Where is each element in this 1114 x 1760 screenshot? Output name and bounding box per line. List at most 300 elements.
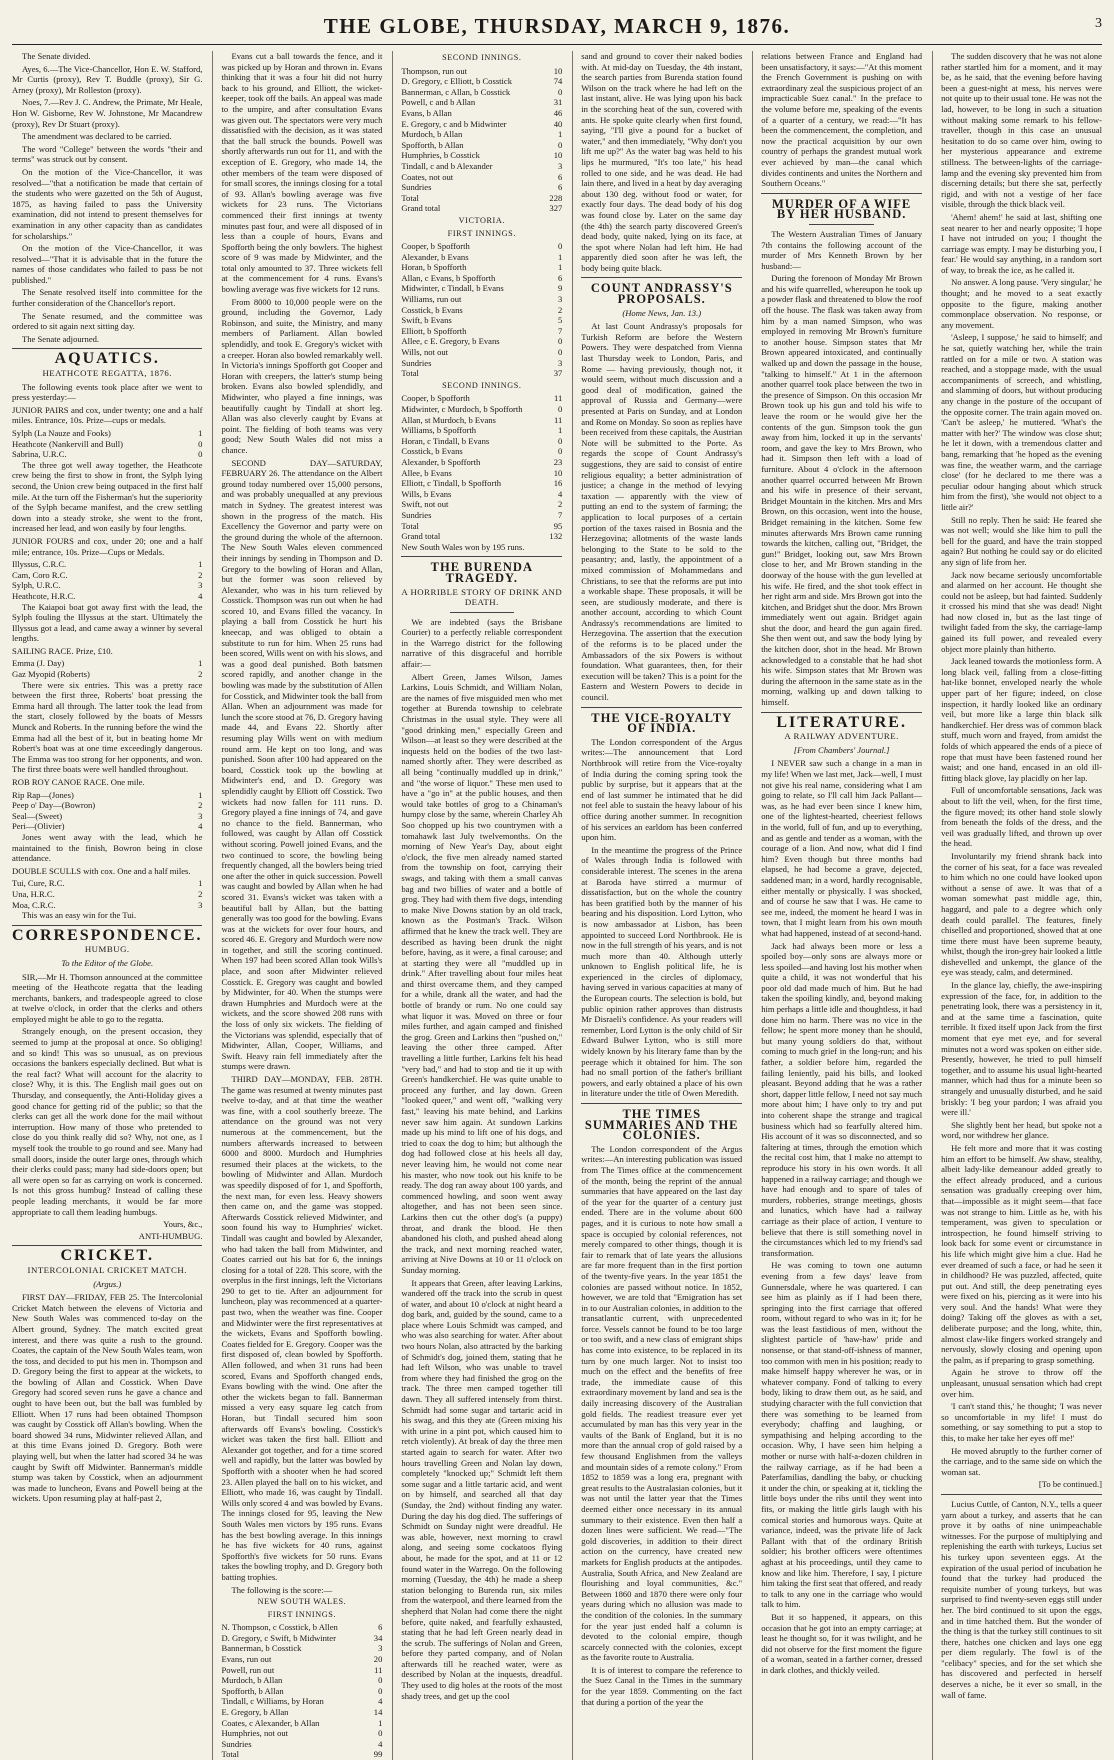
scorecard-row — [221, 1718, 382, 1729]
scorecard-row — [401, 108, 562, 119]
scorecard-row — [401, 305, 562, 316]
scorecard — [401, 66, 562, 193]
andrassy-heading: COUNT ANDRASSY'S PROPOSALS. — [590, 281, 733, 307]
scorecard-row — [401, 446, 562, 457]
scorecard-row — [401, 283, 562, 294]
placing: 4 — [198, 590, 203, 601]
placing: 2 — [198, 888, 203, 899]
scorecard-row — [401, 489, 562, 500]
literature-heading: LITERATURE. — [776, 713, 907, 731]
scorecard — [401, 393, 562, 520]
entrant: Rip Rap—(Jones) — [12, 789, 74, 800]
runs: 6 — [557, 272, 563, 283]
runs: 2 — [557, 499, 563, 510]
race-result-row — [12, 821, 202, 832]
paragraph: Jack leaned towards the motionless form. A long black veil, falling from a close-fitting hat-like bonnet, enveloped nearly the whole upper part of her figure; indeed, on close inspection, it hardly looked like an ordinary veil, but more like a large thin black silk handkerchief. Her dress was of common black stuff, much worn and frayed, from amidst the folds of which appeared the ends of a piece of rope that must have been fastened round her waist; and one hand, encased in an old ill-fitting black glove, lay placidly on her lap. — [941, 656, 1102, 783]
batsman: Powell, c and b Allan — [401, 97, 476, 108]
batsman: Williams, b Spofforth — [401, 425, 477, 436]
scorecard-row — [401, 336, 562, 347]
paragraph: We are indebted (says the Brisbane Courier) to a perfectly reliable correspondent in the Warrego district for the following narrative of this disgraceful and horrible affair:— — [401, 616, 563, 670]
scorecard-row — [401, 436, 562, 447]
batsman: Swift, not out — [401, 499, 449, 510]
race-report: The three got well away together, the Heathcote crew being the first to show in front, the Sylph lying second, the Union crew being outpaced in the first half mile. At the turn off the Fisherman's hut the superiority of the Sylph became manifest, and the crew settling down into a steady stroke, she went to the front, increased her lead, and won easily by four lengths. — [12, 459, 203, 534]
aquatics-intro: The following events took place after we went to press yesterday:— — [12, 381, 203, 403]
placing: 2 — [198, 669, 203, 680]
batsman: Cooper, b Spofforth — [401, 241, 470, 252]
paragraph: The Senate adjourned. — [22, 333, 100, 344]
batsman: Wills, not out — [401, 347, 449, 358]
column-3 — [392, 51, 562, 1760]
story-source: [From Chambers' Journal.] — [793, 744, 890, 755]
race-result-row — [12, 428, 202, 439]
race-title: SAILING RACE. Prize, £10. — [12, 645, 113, 656]
runs: 6 — [557, 171, 563, 182]
entrant: Gaz Myopid (Roberts) — [12, 669, 90, 680]
placing: 1 — [198, 658, 203, 669]
scorecard-row — [401, 415, 562, 426]
runs: 7 — [557, 325, 563, 336]
scorecard-row — [221, 1643, 382, 1654]
runs: 23 — [553, 456, 563, 467]
paragraph: The following is the score:— — [231, 1584, 333, 1595]
runs: 1 — [557, 262, 563, 273]
race-result-row — [12, 449, 202, 460]
race-title: DOUBLE SCULLS with cox. One and a half miles. — [12, 865, 191, 876]
runs: 0 — [557, 435, 563, 446]
paragraph: Jack now became seriously uncomfortable and alarmed on her account. He thought she could not be asleep, but had fainted. Suddenly it crossed his mind that she was dead! Night had now closed in, but as the last tinge of twilight faded from the sky, the carriage-lamp gained its full power, and revealed every object more plainly than hitherto. — [941, 569, 1102, 654]
batsman: Horan, c Tindall, b Evans — [401, 435, 490, 446]
paragraph: At last Count Andrassy's proposals for Turkish Reform are before the Western Powers. They were despatched from Vienna last Thursday week to London, Paris, and Rome — having previously, though not, it would seem, without much discussion and a good deal of modification, gained the approval of Russia and Germany—were presented at Paris on Sunday, and at London and Rome on Monday. So soon as replies have been received from these capitals, the Austrian Note will be submitted to the Porte. As regards the scope of Count Andrassy's suggestions, they are said to consist of entire religious equality; a better administration of justice; a change in the method of levying taxation — apparently with the view of putting an end to the system of farming; the application to local purposes of a certain portion of the taxes raised in Bosnia and the Herzegovina; allotments of the waste lands belonging to the State to be sold to the peasantry; and, lastly, the appointment of a mixed commission of Mohammedans and Christians, to see that the reforms are put into a workable shape. These proposals, it will be seen, are studiously moderate, and there is another account, according to which Count Andrassy's recommendations are limited to Herzegovina. The assertion that the execution of the reforms is to be placed under the Ambassadors of the six Powers is without foundation. What guarantees, then, for their execution will be taken? This is a point for the Eastern and Western Powers to decide in council. — [581, 321, 743, 703]
placing: 1 — [198, 428, 203, 438]
paragraph: Full of uncomfortable sensations, Jack was about to lift the veil, when, for the first time, the figure moved; its other hand stole slowly from beneath the folds of the dress, and the veil was gradually lifted, and thrown up over the head. — [941, 785, 1102, 849]
batsman: Cosstick, b Evans — [401, 446, 463, 457]
paragraph: SIR,—Mr H. Thomson announced at the committee meeting of the Heathcote regatta that the leading merchants, bankers, and tradespeople agreed to close at twelve o'clock, in order that the clerks and others employed might be able to go to the regatta. — [12, 971, 203, 1024]
runs: 14 — [373, 1707, 383, 1718]
runs: 1 — [378, 1717, 383, 1728]
letter-closing: Yours, &c., — [163, 1219, 203, 1230]
masthead — [12, 10, 1102, 45]
to-be-continued: [To be continued.] — [1038, 1479, 1102, 1490]
paragraph: The Senate resumed, and the committee was ordered to sit again next sitting day. — [12, 310, 203, 332]
runs: 6 — [557, 182, 563, 193]
aquatics-heading: AQUATICS. — [54, 350, 160, 368]
batsman: Alexander, b Spofforth — [401, 456, 481, 467]
batsman: Coates, c Alexander, b Allan — [221, 1717, 320, 1728]
paragraph: But it so happened, it appears, on this occasion that he got into an empty carriage; at least he thought so, for it was twilight, and he did not observe for the first moment the figure of a woman, seated in a farther corner, dressed in dark clothes, and thickly veiled. — [761, 1611, 923, 1675]
batsman: Coates, not out — [401, 171, 454, 182]
entrant: Peri—(Olivier) — [12, 821, 65, 832]
runs: 1 — [557, 129, 563, 140]
times-summaries-article — [581, 1144, 742, 1707]
batsman: Elliott, b Spofforth — [401, 325, 467, 336]
batsman: Allee, c E. Gregory, b Evans — [401, 336, 500, 347]
paragraph: I NEVER saw such a change in a man in my life! When we last met, Jack—well, I must not give his real name, considering what I am going to relate, so I'll call him Jack Pallant—was, as he had ever been since I knew him, one of the lightest-hearted, cheeriest fellows in the world, full of fun, and up to everything, and as gentle and tender as a woman, with the courage of a lion. And now, what did I find him? Even though but three months had elapsed, he had become a grave, dejected, saddened man; in a word, hardly recognisable, either mentally or physically. I was shocked, and of course he saw that I was. He came to see me, indeed, the moment he heard I was in town, that I might learn from his own mouth what had happened, instead of at second-hand. — [761, 758, 923, 938]
viceroyalty-article — [581, 737, 742, 1099]
scorecard-row — [401, 510, 562, 521]
scorecard-row — [401, 262, 562, 273]
paragraph: Noes, 7.—Rev J. C. Andrew, the Primate, Mr Heale, Hon W. Gisborne, Rev W. Johnstone, Mr Macandrew (proxy), Rev Dr Stuart (proxy). — [12, 97, 203, 129]
paragraph: The Western Australian Times of January 7th contains the following account of the murder of Mrs Kenneth Brown by her husband:— — [761, 228, 923, 271]
batsman: Evans, run out — [221, 1654, 272, 1665]
aquatics-subheading: HEATHCOTE REGATTA, 1876. — [42, 368, 173, 379]
scorecard-row — [221, 1728, 382, 1739]
placing: 2 — [198, 569, 203, 580]
scorecard-row — [221, 1654, 382, 1665]
correspondence-subheading: HUMBUG. — [84, 944, 130, 955]
placing: 1 — [198, 789, 203, 800]
placing: 1 — [198, 878, 203, 889]
paragraph: He was coming to town one autumn evening from a few days' leave from Gunnersdale, where he was quartered. I can see him as plainly as if I had been there, springing into the first carriage that offered room, without regard to who was in it; for he was the least fastidious of men, without the slightest particle of 'haw-haw' pride and nonsense, or that stand-off-ishness of manner, too common with men in his position; ready to make himself happy wherever he was, or in whatever company. Fond of talking to every body, liking to draw them out, as he said, and studying character with the full conviction that there was something to be learned from everybody; chaffing and laughing, or sympathising and helping according to the occasion. Why, I have seen him helping a mother or nurse with half-a-dozen children in the railway carriage, as if he had been a Paterfamilias, dandling the baby, or chucking it under the chin, or speaking at it, tickling the little boys under the ribs until they went into fits, or making the little girls laugh with his comical stories and humorous ways. Quite at variance, indeed, was the private life of Jack Pallant with that of the ordinary British soldier; his brother officers were oftentimes aghast at his proceedings, until they came to know and like him. Therefore, I say, I picture him taking the first seat that offered, and ready to talk to any one in the carriage who would talk to him. — [761, 1260, 923, 1610]
paragraph: The Senate resolved itself into committee for the further consideration of the Chancellor's report. — [12, 287, 203, 309]
placing: 1 — [198, 559, 203, 570]
batsman: Swift, b Evans — [401, 315, 452, 326]
letter-signature: ANTI-HUMBUG. — [138, 1230, 203, 1241]
race-report: There were six entries. This was a pretty race between the first three, Roberts' boat pressing the Emma hard all through. The latter took the lead from the start, closely followed by the boats of Messrs Munck and Roberts. In the running before the wind the Emma had all the best of it, but in beating home Mr Robert's boat was at one time exceedingly dangerous. The Emma was too strong for her opponents, and won. The first three boats were well handled throughout. — [12, 679, 203, 775]
scorecard-row — [401, 66, 562, 77]
race-title: JUNIOR PAIRS and cox, under twenty; one and a half miles. Entrance, 10s. Prize—cups or medals. — [12, 404, 203, 426]
scorecard-row — [401, 294, 562, 305]
scorecard-innings: FIRST INNINGS. — [447, 228, 516, 238]
paragraph: It appears that Green, after leaving Larkins, wandered off the track into the scrub in quest of water, and about 10 o'clock at night heard a dog bark, and, guided by the sound, came to a place where Louis Schmidt was camped, and who was also searching for water. After about two hours Nolan, also attracted by the barking of Schmidt's dog, joined them, stating that he had left Wilson, who was unable to travel from where they had finished the grog on the track. The three men camped together till dawn. They all suffered intensely from thirst. Schmidt had some sugar and tartaric acid in his swag, and this they ate (Green mixing his with urine in a pint pot, which caused him to retch violently). At break of day the three men started again to search for water. After two hours travelling Green and Nolan lay down, completely "knocked up;" Schmidt left them some sugar and a little tartaric acid, and went on by himself, and searched all that day (Sunday, the 2nd) without finding any water. During the day his dog died. The sufferings of Schmidt on Sunday night were dreadful. He was able, however, next morning to crawl along, and seeing some cockatoos flying about, he made for the spot, and at 11 or 12 found water in the Warrego. On the following morning (Tuesday, the 4th) he made a sheep station belonging to Burenda run, six miles from the waterpool, and there learned from the shepherd that Nolan had come there the night before, quite naked, and fearfully exhausted, stating that he had left Green nearly dead in the scrub. The sufferings of Nolan and Green, before they parted company, and of Nolan afterwards till he reached water, were as described by Nolan at the inquests, dreadful. They used to dig holes at the roots of the most shady trees, and get up the cool — [401, 1277, 563, 1701]
scorecard-row — [401, 478, 562, 489]
column-1 — [12, 51, 202, 1760]
scorecard-row — [401, 119, 562, 130]
placing: 3 — [198, 899, 203, 910]
scorecard-row — [401, 404, 562, 415]
cricket-subheading: INTERCOLONIAL CRICKET MATCH. — [27, 1264, 187, 1275]
batsman: Sundries — [401, 357, 432, 368]
runs: 3 — [557, 160, 563, 171]
runs: 0 — [557, 336, 563, 347]
runs: 5 — [557, 315, 563, 326]
entrant: Heathcote (Nankervill and Bull) — [12, 438, 123, 449]
runs: 0 — [378, 1685, 383, 1696]
entrant: Cam, Coro R.C. — [12, 569, 68, 580]
scorecard-row — [221, 1707, 382, 1718]
burenda-article — [401, 617, 562, 1702]
batsman: Midwinter, c Murdoch, b Spofforth — [401, 404, 523, 414]
paragraph: He felt more and more that it was costing him an effort to be himself. Aw shaw, stealthy, albeit lady-like demeanour added greatly to the effect already produced, and a curious sensation was gradually creeping over him, that—impossible as it might seem—that face was not strange to him. Little as he, with his temperament, was given to speculation or introspection, he found himself striving to look back for some event or circumstance in his life which might give him a clue. Had he ever dreamed of such a face, or had he seen it in childhood? He was puzzled, affected, quite put out. And still, the deep penetrating eyes were fixed on his, piercing as it were into his very soul. And the hands! What were they doing? Taking off the gloves as with a set, deliberate purpose; and the long, white, thin, almost claw-like fingers worked strangely and nervously, slowly closing and opening upon the palm, as if preparing to grasp something. — [941, 1142, 1102, 1365]
batsman: Horan, b Spofforth — [401, 262, 467, 273]
batsman: Powell, run out — [221, 1664, 275, 1675]
race-report: The Kaiapoi boat got away first with the lead, the Sylph fouling the Illyssus at the start. Ultimately the Illyssus got a lead, and came away a winner by several lengths. — [12, 601, 203, 644]
batsman: Tindall, c Williams, by Horan — [221, 1696, 324, 1707]
runs: 0 — [378, 1675, 383, 1686]
scorecard-row — [401, 358, 562, 369]
scorecard-innings: SECOND INNINGS. — [442, 53, 522, 62]
cricket-source: (Argus.) — [93, 1278, 122, 1289]
runs: 0 — [557, 139, 563, 150]
paragraph: THIRD DAY—MONDAY, FEB. 28TH. The game was resumed at twenty minutes past twelve to-day, and at that time the weather was fine, with a cool southerly breeze. The attendance on the ground was not very numerous at the commencement, but the numbers afterwards increased to between 6000 and 8000. Murdoch and Humphries resumed their places at the wickets, to the bowling of Midwinter and Allan. Murdoch was speedily disposed of for 1, and Spofforth, the next man, for even less. Heavy showers then came on, and the game was stopped. Afterwards Cosstick relieved Midwinter, and soon found his way to Humphries' wicket. Tindall was caught and bowled by Alexander, who had taken the ball from Midwinter, and Coates carried out his bat for 6, the innings closing for a total of 228. This score, with the overplus in the first innings, left the Victorians 290 to get to tie. After an adjournment for luncheon, play was recommenced at a quarter-past two, when the weather was fine. Cooper and Midwinter were the first representatives at the wickets, Evans and Spofforth bowling. Coates fielded for E. Gregory. Cooper was the first disposed of, clean bowled by Spofforth. Allen followed, and when 31 runs had been scored, Evans and Spofforth changed ends, Evans bowling with the wind. One after the other the wickets began to fall. Bannerman missed a very easy square leg catch from Horan, but Tindall secured him soon afterwards off Evans's bowling. Cosstick's wicket was taken the first ball. Elliott and Alexander got together, and for a time scored well and rapidly, but the latter was bowled by Spofforth with a shooter when he had scored 23. Allen played the ball on to his wicket, and Elliott, who made 16, was caught by Tindall. Wills only scored 4 and was bowled by Evans. The innings closed for 95, leaving the New South Wales men victors by 195 runs. Evans has the best bowling average. In this innings he has five wickets for 40 runs, against Spofforth's five wickets for 50 runs. Evans takes the bowling trophy, and D. Gregory both batting trophies. — [221, 1074, 383, 1582]
scorecard-row — [401, 499, 562, 510]
runs: 0 — [557, 347, 563, 358]
entrant: Seal—(Sweet) — [12, 810, 63, 821]
race-results — [12, 878, 202, 910]
entrant: Emma (J. Day) — [12, 658, 65, 669]
runs: 74 — [553, 76, 563, 87]
batsman: Bannerman, c Allan, b Cosstick — [401, 86, 511, 97]
cricket-report: FIRST DAY—FRIDAY, FEB 25. The Intercolonial Cricket Match between the elevens of Victoria and New South Wales was commenced to-day on the Albert ground, Sydney. The match excited great interest, and there was quite a rush to the ground. Coates, the captain of the New South Wales team, won the toss, and decided to put his men in. Thompson and D. Gregory being the first to appear at the wickets, to the bowling of Allan and Cosstick. When Dave Gregory had scored seven runs he gave a chance and ought to have been out, but the ball was fumbled by Elliott. When 17 runs had been obtained Thompson was caught by Cosstick off Allan's bowling. When the board showed 34 runs, Midwinter relieved Allan, and at this time Evans joined D. Gregory. Both were playing well, but when the latter had scored 34 he was caught by Swift off Midwinter. Bannerman's middle stump was taken by Cosstick, when an adjournment was made to luncheon, Evans and Powell being at the wickets. Upon resuming play at half-past 2, — [12, 1292, 203, 1504]
story-title: A RAILWAY ADVENTURE. — [784, 731, 899, 742]
turkey-article: Lucius Cuttle, of Canton, N.Y., tells a queer yarn about a turkey, and asserts that he can prove it by oaths of nine unimpeachable witnesses. For the purpose of multiplying and replenishing the earth with turkeys, Lucius set his turkey upon seventeen eggs. At the expiration of the usual period of incubation he found that the turkey had produced the requisite number of young turkeys, but was surprised to find twenty-seven eggs still under her. The bird continued to sit upon the eggs, and in time hatched them. But the wonder of the thing is that the turkey still continues to sit there, hatches one chicken and lays one egg per diem regularly. The fowl is of the "celibacy" species, and for the set which she has discovered and perfected in herself deserves a niche, be it ever so small, in the wall of fame. — [941, 1498, 1102, 1700]
batsman: Alexander, b Evans — [401, 251, 469, 262]
runs: 0 — [557, 241, 563, 252]
race-results — [12, 658, 202, 679]
batsman: Elliott, c Tindall, b Spofforth — [401, 478, 502, 489]
scorecard-row — [221, 1675, 382, 1686]
batsman: Midwinter, c Tindall, b Evans — [401, 283, 504, 294]
scorecard-row — [401, 241, 562, 252]
paragraph: 'Ahem! ahem!' he said at last, shifting one seat nearer to her and nearly opposite; 'I hope I have not intruded on you; I thought the carriage was empty. I may be disturbing you, I fear.' He would say anything, in a random sort of way, to break the ice, as he called it. — [941, 211, 1102, 275]
entrant: Peep o' Day—(Bowron) — [12, 800, 96, 811]
runs: 10 — [553, 150, 563, 161]
paragraph: No answer. A long pause. 'Very singular,' he thought; and he moved to a seat exactly opposite to the figure, making another commonplace observation. No response, or any movement. — [941, 277, 1102, 330]
runs: 0 — [378, 1728, 383, 1739]
paragraph: 'I can't stand this,' he thought; 'I was never so uncomfortable in my life! I must do something, or say something to put a stop to this, to make her take her eyes off me!' — [941, 1401, 1102, 1443]
race-result-row — [12, 658, 202, 669]
race-result-row — [12, 900, 202, 911]
runs: 3 — [557, 294, 563, 305]
burenda-heading: THE BURENDA TRAGEDY. — [430, 560, 533, 585]
paragraph: The Senate divided. — [22, 51, 91, 61]
race-result-row — [12, 591, 202, 602]
race-result-row — [12, 439, 202, 450]
race-title: JUNIOR FOURS and cox, under 20; one and a half mile; entrance, 10s. Prize—Cups or Medals. — [12, 535, 203, 557]
scorecard-row — [401, 161, 562, 172]
paragraph: 'Asleep, I suppose,' he said to himself; and he sat, quietly watching her, while the train rattled on for a mile or two. A station was reached, and a stoppage made, with the usual accompaniments of screech, and whistling, and slamming of doors, but without producing any change in the posture of the occupant of the opposite corner. The train again moved on. 'Can't be asleep,' he muttered. 'What's the matter with her?' The window was close shut; he let it down, with a tremendous clatter and bang, remarking that 'he hoped as the evening was fine, the weather warm, and the carriage close' (for he declared to me there was a peculiar odour hanging about which struck him from the first), 'she would not object to a little air?' — [941, 332, 1102, 512]
burenda-subheading: A HORRIBLE STORY OF DRINK AND DEATH. — [401, 586, 563, 608]
runs: 31 — [553, 97, 563, 108]
scorecard-row — [401, 150, 562, 161]
runs: 4 — [378, 1696, 383, 1707]
story-text — [761, 758, 922, 1675]
entrant: Una, H.R.C. — [12, 888, 55, 899]
paragraph: Jack had always been more or less a spoiled boy—only sons are always more or less spoiled—and having lost his mother when quite a child, it was not wonderful that his poor old dad made much of him. But he had taken the spoiling kindly, and, beyond making him perhaps a little idle and thoughtless, it had done him no harm. There was no vice in the fellow; he spent more money than he should, but many young soldiers do that, without coming to much grief in the long-run; and his father, a soldier before him, regarded the failing leniently, paid his bills, and looked pleasant. Beyond adding that he was a rather short, dapper little fellow, I need not say much more about him; I have only to try and put into coherent shape the strange and tragical business which had so fearfully altered him. His account of it was so disconnected, and so faltering at times, through the emotion which the recital cost him, that I make no attempt to reproduce his story in his own words. It all happened in a railway carriage; and though we have had enough and to spare of tales of murders, robberies, strange meetings, ghosts and lunatics, which have had a railway carriage as their place of action, I venture to believe that there is still something novel in the circumstances which led to my friend's sad transformation. — [761, 940, 923, 1258]
andrassy-source: (Home News, Jan. 13.) — [622, 307, 702, 318]
runs: 34 — [373, 1632, 383, 1643]
batsman: Murdoch, b Allan — [221, 1675, 283, 1686]
placing: 3 — [198, 580, 203, 591]
race-results — [12, 559, 202, 601]
runs: 0 — [557, 86, 563, 97]
paragraph: On the motion of the Vice-Chancellor, it was resolved—"that a notification be made that certain of the students who were gazetted on the 5th of August, 1875, as having failed to pass the University examination, did not intend to present themselves for examination in any other capacity than as candidates for scholarships." — [12, 166, 203, 241]
runs: 4 — [557, 488, 563, 499]
batsman: Bannerman, b Cosstick — [221, 1643, 302, 1654]
batsman: E. Gregory, b Allan — [221, 1707, 289, 1718]
batsman: Wills, b Evans — [401, 488, 452, 499]
scorecard-row — [401, 425, 562, 436]
paragraph: He moved abruptly to the further corner of the carriage, and to the same side on which the woman sat. — [941, 1445, 1102, 1477]
paragraph: The amendment was declared to be carried. — [22, 131, 172, 142]
paragraph: relations between France and England had been unsatisfactory, it says:—"At this moment the French Government is pushing on with extraordinary zeal the suspicious project of an impracticable Suez canal." In the preface to the volume before me, speaking of the events of a quarter of a century, we read:—"It has been the commencement, the completion, and now the practical acquisition by our own country of perhaps the grandest mutual work ever achieved by man—the canal which divides continents and unites the Northern and Southern Oceans." — [761, 51, 923, 189]
scorecard — [401, 241, 562, 368]
scorecard-total: Total 228 — [401, 192, 563, 203]
scorecard — [221, 1622, 382, 1749]
paragraph: It is of interest to compare the reference to the Suez Canal in the Times in the summary for the year 1859. Commenting on the fact that during a portion of the year the — [581, 1664, 743, 1707]
scorecard-row — [221, 1633, 382, 1644]
columns — [12, 51, 1102, 1760]
batsman: Williams, run out — [401, 294, 462, 305]
letter-salutation: To the Editor of the Globe. — [61, 957, 154, 968]
runs: 1 — [557, 251, 563, 262]
runs: 20 — [373, 1654, 383, 1665]
race-title: ROB ROY CANOE RACE. One mile. — [12, 777, 145, 787]
scorecard-team: NEW SOUTH WALES. — [257, 1597, 347, 1607]
scorecard-row — [401, 97, 562, 108]
runs: 46 — [553, 107, 563, 118]
placing: 4 — [198, 821, 203, 832]
entrant: Sylph, U.R.C. — [12, 580, 61, 591]
race-result-row — [12, 790, 202, 801]
runs: 0 — [557, 404, 563, 414]
batsman: E. Gregory, c and b Midwinter — [401, 118, 507, 129]
scorecard-row — [401, 347, 562, 358]
burenda-article-continued — [581, 51, 742, 273]
story-text-continued — [941, 51, 1102, 1477]
paragraph: Strangely enough, on the present occasion, they seemed to jump at the proposal at once. So obliging! and so kind! This was so unusual, as on previous occasions the bankers especially declined. But what is the real fact? What will account for the alacrity to close? Why, it is this. The English mail goes out on Thursday, and consequently, the Anti-Holiday gives a good chance for getting rid of the public; so that the clerks can get all the work done for the mail without interruption. How many of those who pretended to close do you think really did so? Why, not one, as I myself took the trouble to go round and see. Many had small doors, inside the outer large ones, through which their clerks could pass; many had side-doors open; but all were open so far as carrying on work is concerned. Is not this gross humbug? Instead of calling these people leading merchants, it would be far more appropriate to call them leading humbugs. — [12, 1026, 203, 1217]
paragraph: During the forenoon of Monday Mr Brown and his wife quarrelled, whereupon he took up a powder flask and threatened to blow the roof off the house. The flask was taken away from him by a man named Simpson, who was employed in removing Mr Brown's furniture to another house. Simpson states that Mr Brown appeared intoxicated, and continually walked up and down the passage in the house, "talking to himself." At 1 in the afternoon another quarrel took place between the two in the presence of Simpson. On this occasion Mr Brown took up his gun and told his wife to leave the room or he would give her the contents of the gun. Simpson took the gun away from him, locked it up in the servants' room, and gave the key to Mrs Brown, who had it. Simpson then left with a load of furniture. About 4 o'clock in the afternoon another quarrel occurred between Mr Brown and his wife in presence of their servant, Bridget Mountain in the kitchen. Mrs and Mrs Brown, on this occasion, went into the house, Bridget remaining in the kitchen. Some few minutes afterwards Mrs Brown came running towards the kitchen, calling out, "Bridget, the gun!" Bridget, looking out, saw Mrs Brown close to her, and Mr Brown standing in the doorway of the house with the gun levelled at his wife. He fired, and the shot took effect in her right arm and side. Mrs Brown got into the kitchen, and Bridget shut the door. Mrs Brown immediately went out again. Bridget again shut the door, and heard the gun again fired. She then went out, and saw the body lying by the kitchen door, shot in the head. Mr Brown acknowledged to a constable that he had shot his wife. Simpson states that Mr Brown was during the afternoon in the same state as in the morning, walking up and down talking to himself. — [761, 273, 923, 708]
paragraph: She slightly bent her head, but spoke not a word, nor withdrew her glance. — [941, 1119, 1102, 1141]
entrant: Illyssus, C.R.C. — [12, 559, 67, 570]
viceroyalty-heading: THE VICE-ROYALTY OF INDIA. — [591, 710, 733, 736]
andrassy-article — [581, 321, 742, 702]
runs: 4 — [378, 1738, 383, 1749]
scorecard-team: VICTORIA. — [458, 215, 506, 225]
batsman: Thompson, run out — [401, 65, 468, 76]
cricket-report-continued — [221, 51, 382, 1595]
council-report — [12, 51, 202, 344]
runs: 10 — [553, 65, 563, 76]
paragraph: The word "College" between the words "their and terms" was struck out by consent. — [12, 143, 203, 165]
batsman: Sundries — [221, 1738, 252, 1749]
scorecard-row — [401, 393, 562, 404]
batsman: Humphries, b Cosstick — [401, 150, 480, 161]
scorecard-row — [401, 140, 562, 151]
murder-heading: MURDER OF A WIFE BY HER HUSBAND. — [772, 196, 912, 222]
race-result-row — [12, 889, 202, 900]
entrant: Heathcote, H.R.C. — [12, 590, 76, 601]
column-5 — [752, 51, 922, 1760]
scorecard-innings: SECOND INNINGS. — [442, 380, 522, 390]
paragraph: Again he strove to throw off the unpleasant, unusual sensation which had crept over him. — [941, 1367, 1102, 1399]
runs: 11 — [554, 393, 563, 404]
placing: 0 — [198, 449, 203, 460]
paragraph: The London correspondent of the Argus writes:—An interesting publication was issued from The Times office at the commencement of the month, being the reprint of the annual summaries that have appeared on the last day of the year for the quarter of a century just ended. There are in the volume about 600 pages, and it is curious to note how small a space is occupied by colonial references, not merely compared to other things, though it is fair to remark that of late years the allusions are far more frequent than in the first portion of the twenty-five years. In the year 1851 the colonies are passed without notice. In 1852, however, we are told that "Emigration has set in to our Australian colonies, in addition to the transatlantic current, with unprecedented force. Vessels cannot be found to be too large or too swift, and a new class of emigrant ships has come into existence, to be replaced in its turn by one much larger. Not to insist too much on the effect and the benefits of free trade, the immediate cause of this extraordinary movement by land and sea is the daily increasing discovery of the Australian gold fields. The readiest treasure ever yet accumulated by man has this very year in the vaults of the Bank of England, but it is no more than the annual crop of gold raised by a few thousand Englishmen from the valleys and mountain sides of a remote colony." From 1852 to 1859 was a long era, pregnant with great results to the Australasian colonies, but it was not until the latter year that the Times deemed either once necessary in its annual summary to their existence. Even then half a dozen lines were sufficient. We read—"The gold discoveries, in addition to their direct action on the currency, have created new markets for English products at the antipodes. Australia, South Africa, and New Zealand are flourishing and loyal communities, &c." Between 1860 and 1870 there were only four years during which no allusion was made to the condition of the colonies. In the summary for the year just ended half a column is devoted to the colonial empire, though scarcely connected with the colonies, except as the favorite route to Australia. — [581, 1143, 743, 1663]
paragraph: In the meantime the progress of the Prince of Wales through India is followed with considerable interest. The scenes in the arena at Baroda have stirred a murmur of dissatisfaction, but on the whole the country has been gratified both by the manner of his bearing and his disposition. Lord Lytton, who is now ambassador at Lisbon, has been appointed to succeed Lord Northbrook. He is now in the full strength of his years, and is not much more than 40. Although utterly unknown to English political life, he is experienced in the circles of diplomacy, having served in various capacities at many of the European courts. The selection is bold, but public opinion rather approves than distrusts Mr Disraeli's confidence. As your readers will remember, Lord Lytton is the only child of Sir Edward Bulwer Lytton, who is still more widely known by his literary fame than by the peerage which it obtained for him. The son had no small portion of the father's brilliant powers, and early obtained a place of his own in literature under the title of Owen Meredith. — [581, 844, 743, 1099]
batsman: Allan, st Murdoch, b Evans — [401, 414, 496, 425]
scorecard-row — [401, 457, 562, 468]
murder-article — [761, 229, 922, 708]
batsman: Murdoch, b Allan — [401, 129, 463, 140]
batsman: Cosstick, b Evans — [401, 304, 463, 315]
scorecard-row — [401, 315, 562, 326]
times-summaries-heading: THE TIMES SUMMARIES AND THE COLONIES. — [584, 1107, 739, 1143]
batsman: N. Thompson, c Cosstick, b Allen — [221, 1622, 338, 1633]
runs: 3 — [557, 357, 563, 368]
scorecard-row — [401, 129, 562, 140]
runs: 3 — [378, 1643, 383, 1654]
batsman: Evans, b Allan — [401, 107, 452, 118]
batsman: D. Gregory, c Swift, b Midwinter — [221, 1632, 336, 1643]
scorecard-row — [221, 1665, 382, 1676]
scorecard-row — [401, 76, 562, 87]
race-report: This was an easy win for the Tui. — [22, 910, 137, 921]
paragraph: Evans cut a ball towards the fence, and it was picked up by Horan and thrown in. Evans thinking that it was a four hit did not hurry back to his ground, and Elliott, the wicket-keeper, took off the bails. An appeal was made to the umpire, and after consultation Evans was given out. The spectators were very much dissatisfied with the decision, as it was stated that the ball struck the bounds. Powell was shortly afterwards run out for 11, and with the exception of E. Gregory, who made 14, the other members of the team were disposed of for small scores, the innings closing for a total of 93. Allan's bowling average was five wickets for 23 runs. The Victorians commenced their first innings at twenty minutes past four, and were all disposed of in less than a couple of hours, Evans and Spofforth being the only bowlers. The highest score of 9 was made by Midwinter, and the total only amounted to 37. Three wickets fell at the commencement for 4 runs. Evans's bowling average was five wickets for 12 runs. — [221, 51, 383, 295]
column-6 — [932, 51, 1102, 1760]
entrant: Sylph (La Nauze and Fooks) — [12, 428, 111, 438]
scorecard-row — [401, 468, 562, 479]
batsman: Humphries, not out — [221, 1728, 289, 1739]
paragraph: Ayes, 6.—The Vice-Chancellor, Hon E. W. Stafford, Mr Curtis (proxy), Rev T. Buddle (proxy), Sir G. Arney (proxy), Mr Rolleston (proxy). — [12, 63, 203, 95]
race-results — [12, 428, 202, 460]
runs: 11 — [554, 414, 563, 425]
paragraph: SECOND DAY—SATURDAY, FEBRUARY 26. The attendance on the Albert ground today numbered over 15,000 persons, and was probably unequalled at any previous match in Sydney. The greatest interest was shown in the progress of the match. His Excellency the Governor and party were on the ground during the whole of the afternoon. The New South Wales eleven commenced their innings by sending in Thompson and D. Gregory to the bowling of Horan and Allan, but the former was soon relieved by Alexander, who was in his turn relieved by Cosstick. Thompson was run out when he had scored 10, and Evans filled the vacancy. In playing a ball from Cosstick he hurt his kneecap, and was obliged to obtain a substitute to run for him. When 25 runs had been scored, Wills went on with his slows, and was a good deal punished. Both batsmen scored rapidly, and another change in the bowling was made by the substitution of Allen for Cosstick, and Midwinter took the ball from Allan. When an adjournment was made for lunch the score stood at 76, D. Gregory having made 44, and Evans 22. Shortly after resuming play Wills went on with medium round arm. He kept on too long, and was punished. Soon after 100 had appeared on the board, Cosstick took up the bowling at Midwinter's end, and D. Gregory was splendidly caught by Elliott off Cosstick. Two wickets had now fallen for 111 runs. D. Gregory played a fine innings of 74, and gave no chance to the field. Bannerman, who followed, was caught by Allan off Cosstick without scoring. Powell joined Evans, and the two continued to score, the bowling being frequently changed, all the bowlers being tried one after the other in quick succession. Powell was caught and bowled by Allan when he had scored 31. Evans's wicket was taken with a beautiful ball by Allan, but the batting generally was too good for the bowling. Evans was at the wickets for over four hours, and scored 46. E. Gregory and Murdoch were now in together, and still the scoring continued. When 197 had been scored Allan took Wills's place, and soon after Midwinter relieved Cosstick. E. Gregory was caught and bowled by Midwinter, for 40. When the stumps were drawn Humphries and Murdoch were at the wickets, and the score showed 208 runs with the loss of only six wickets. The fielding of the Victorians was splendid, especially that of Midwinter, Allan, Cooper, Williams, and Swift. Heavy rain fell immediately after the stumps were drawn. — [221, 457, 383, 1072]
times-summaries-continued — [761, 51, 922, 189]
scorecard-total: Total 95 — [401, 520, 563, 531]
scorecard-row — [221, 1696, 382, 1707]
scorecard-total: Total 99 — [221, 1749, 383, 1760]
paragraph: In the glance lay, chiefly, the awe-inspiring expression of the face, for, in addition to the penetrating look, there was a persistency in it, and at the same time a fascination, quite terrible. It fixed itself upon Jack from the first moment that eye met eye, and for several minutes not a word was spoken on either side. Presently, however, he tried to pull himself together, and to assume his usual light-hearted manner, which had thus for a minute been so strangely and unusually disturbed, and he said briskly: 'I beg your pardon; I was afraid you were ill.' — [941, 980, 1102, 1118]
runs: 16 — [553, 478, 563, 489]
entrant: Sabrina, U.R.C. — [12, 449, 67, 460]
runs: 2 — [557, 304, 563, 315]
scorecard-row — [221, 1686, 382, 1697]
scorecard-innings: FIRST INNINGS. — [267, 1609, 337, 1619]
batsman: Tindall, c and b Alexander — [401, 160, 493, 171]
runs: 7 — [557, 509, 563, 520]
runs: 9 — [557, 283, 563, 294]
scorecard-row — [401, 252, 562, 263]
batsman: Spofforth, b Allan — [221, 1685, 284, 1696]
runs: 10 — [553, 467, 563, 478]
placing: 0 — [198, 438, 203, 449]
placing: 3 — [198, 810, 203, 821]
batsman: Sundries — [401, 509, 432, 520]
runs: 0 — [557, 446, 563, 457]
cricket-heading: CRICKET. — [60, 1247, 154, 1265]
runs: 40 — [553, 118, 563, 129]
race-result-row — [12, 669, 202, 680]
entrant: Moa, C.R.C. — [12, 899, 56, 910]
race-result-row — [12, 800, 202, 811]
newspaper-title: THE GLOBE, THURSDAY, MARCH 9, 1876. — [323, 14, 791, 38]
entrant: Tui, Cure, R.C. — [12, 878, 65, 889]
column-4 — [572, 51, 742, 1760]
race-result-row — [12, 878, 202, 889]
scorecard-row — [221, 1739, 382, 1750]
paragraph: sand and ground to cover their naked bodies with. At mid-day on Tuesday, the 4th instant, the search parties from Burenda station found Wilson on the track where he had left on the last instant, alive. He was lying upon his back in the scorching heat of the sun, covered with ants. He spoke quite clearly when first found, saying, "I'll give a pound for a bucket of water," and then immediately, "Why don't you lift me up?" As the water bag was held to his lips he murmured, "It's too late," his head rolled to one side, and he was dead. He had lain there, and lived in a heat by day averaging about 130 deg. without food or water, for exactly four days. The dead body of his dog was found close by. Later on the same day (the 4th) the search party discovered Green's dead body, quite naked, lying on its face, at the spot where Nolan had left him. He had apparently died soon after he was left, the body being quite black. — [581, 51, 743, 273]
scorecard-row — [221, 1622, 382, 1633]
paragraph: From 8000 to 10,000 people were on the ground, including the Governor, Lady Robinson, and suite, the Ministry, and many members of Parliament. Allan bowled splendidly, and took E. Gregory's wicket with a creeper. Horan also bowled remarkably well. In Victoria's innings Spofforth got Cooper and Horan with creepers, the latter's stump being broken. Evans also bowled splendidly, and Midwinter, who played a fine innings, was beautifully caught by Tindall at short leg. Allan was also cleverly caught by Evans at point. The fielding of both teams was very good; New South Wales did not miss a chance. — [221, 296, 383, 455]
race-results — [12, 790, 202, 832]
scorecard-row — [401, 182, 562, 193]
match-result: New South Wales won by 195 runs. — [401, 541, 525, 552]
runs: 11 — [374, 1664, 383, 1675]
runs: 6 — [378, 1622, 383, 1633]
scorecard-row — [401, 87, 562, 98]
scorecard-grand-total: Grand total 132 — [401, 531, 563, 542]
paragraph: Still no reply. Then he said: He feared she was not well; would she like him to pull the bell for the guard, and have the train stopped again? But nothing he could say or do elicited any sign of life from her. — [941, 514, 1102, 567]
race-result-row — [12, 811, 202, 822]
batsman: Cooper, b Spofforth — [401, 393, 470, 404]
scorecard-grand-total: Grand total 327 — [401, 203, 563, 214]
scorecard-row — [401, 326, 562, 337]
race-report: Jones went away with the lead, which he maintained to the finish, Bowron being in close attendance. — [12, 831, 203, 864]
scorecard-total: Total 37 — [401, 368, 563, 379]
paragraph: Albert Green, James Wilson, James Larkins, Louis Schmidt, and William Nolan, are the names of five misguided men who met together at Burenda township to celebrate Christmas in the usual style. They were all "good drinking men," especially Green and Wilson—at least so they were described at the inquests held on the bodies of the two last-named shortly after. They were described as all being "continually muddled up in drink," and "the worse of liquor." These men used to have a "go in" at the public houses, and then would take bottles of grog to a Chinaman's humpy close by the same, wherein Charley Ah Soo chopped up his two countrymen with a tomahawk last July twelvemonths. On the morning of New Year's Day, about eight o'clock, the five men already named started from the township on foot, carrying their swags, and taking with them a small canvas bag and two billies of water and a bottle of grog. They had with them five dogs, intending to make Nive Downs station by an old track, known as the Postman's Track. Wilson affirmed that he knew the track well. They are described as having been drunk the night before, having, as it were, a final carouse; and at starting they were all "muddled up in drink." After travelling about four miles heat and thirst overcame them, and they camped for a while, drank all the water, and had the bottle of brandy or rum. No one could say what liquor it was. Moved on three or four miles further, and again camped and finished the grog. Green and Larkins then "pushed on," leaving the other three camped. After travelling a little further, Larkins felt his head "very bad," and had to stop and tie it up with Green's handkerchief. He was quite unable to proceed any further, and lay down. Green "looked queer," and went off, "walking very fast," leaving his mate behind, and Larkins never saw him again. At sundown Larkins made up his mind to lift one of his dogs, and tried to coax the dog to him; but although the dog had followed close at his heels all day, never leaving him, he would not come near his master, who now took out his knife to be ready. The dog ran away about 100 yards, and commenced howling, and soon went away altogether, and has not been seen since. Larkins then cut the other dog's (a puppy) throat, and drank the blood. He then abandoned his cloth, and pushed ahead along the track, and next morning reached water, arriving at Nive Downs at 10 or 11 o'clock on Sunday morning. — [401, 671, 563, 1275]
race-result-row — [12, 559, 202, 570]
paragraph: The London correspondent of the Argus writes:—The announcement that Lord Northbrook will retire from the Vice-royalty of India during the coming spring took the public by surprise, but it appears that at the end of last summer he intimated that he did not feel able to sustain the heavy labour of his office during another summer. In recognition of his services an earldom has been conferred upon him. — [581, 736, 743, 843]
